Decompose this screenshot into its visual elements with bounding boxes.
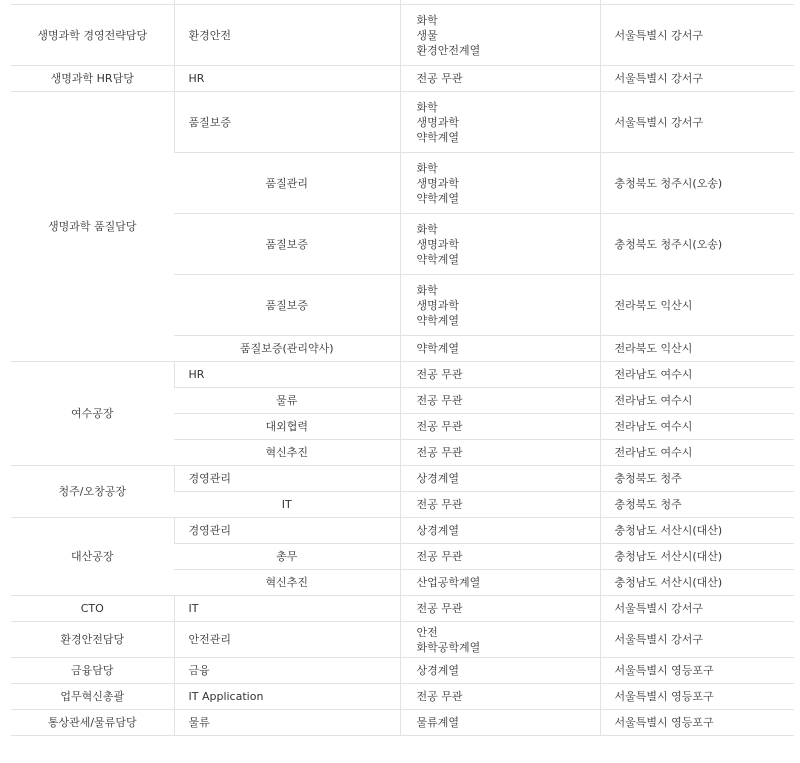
- major-line: 화학: [416, 13, 438, 27]
- major-line: 화학: [416, 222, 438, 236]
- major-line: 전공 무관: [416, 420, 463, 433]
- location-cell: 전라남도 여수시: [600, 362, 794, 388]
- location-cell: 서울특별시 강서구: [600, 622, 794, 658]
- job-cell: 품질관리: [174, 153, 400, 214]
- table-row: [11, 518, 794, 544]
- recruitment-table: [11, 4, 794, 736]
- major-line: 화학: [416, 161, 438, 175]
- major-line: 화학: [416, 100, 438, 114]
- location-cell: 서울특별시 강서구: [600, 596, 794, 622]
- table-row: [11, 622, 794, 658]
- location-cell: 서울특별시 강서구: [600, 92, 794, 153]
- job-cell: 환경안전: [174, 5, 400, 66]
- job-cell: 총무: [174, 544, 400, 570]
- table-row: [11, 596, 794, 622]
- location-cell: 충청남도 서산시(대산): [600, 518, 794, 544]
- job-cell: 혁신추진: [174, 570, 400, 596]
- major-cell: [400, 684, 600, 710]
- location-cell: 충청북도 청주: [600, 492, 794, 518]
- major-line: 생명과학: [416, 237, 460, 251]
- job-cell: 혁신추진: [174, 440, 400, 466]
- major-line: 상경계열: [416, 524, 460, 537]
- major-cell: [400, 440, 600, 466]
- location-cell: 서울특별시 영등포구: [600, 658, 794, 684]
- major-cell: [400, 466, 600, 492]
- major-cell: [400, 153, 600, 214]
- location-cell: 서울특별시 영등포구: [600, 684, 794, 710]
- table-row: [11, 466, 794, 492]
- major-line: 생명과학: [416, 298, 460, 312]
- major-cell: [400, 518, 600, 544]
- dept-cell: 생명과학 경영전략담당: [11, 5, 174, 66]
- location-cell: 충청남도 서산시(대산): [600, 544, 794, 570]
- major-line: 전공 무관: [416, 394, 463, 407]
- major-line: 약학계열: [416, 252, 460, 266]
- major-line: 약학계열: [416, 191, 460, 205]
- major-line: 산업공학계열: [416, 576, 481, 589]
- major-line: 전공 무관: [416, 690, 463, 703]
- major-cell: [400, 66, 600, 92]
- major-line: 전공 무관: [416, 550, 463, 563]
- major-line: 생명과학: [416, 115, 460, 129]
- recruitment-table-body: [11, 5, 794, 736]
- location-cell: 전라북도 익산시: [600, 336, 794, 362]
- dept-cell: 청주/오창공장: [11, 466, 174, 518]
- job-cell: 경영관리: [174, 466, 400, 492]
- job-cell: HR: [174, 362, 400, 388]
- major-line: 생물: [416, 28, 438, 42]
- major-cell: [400, 658, 600, 684]
- location-cell: 전라북도 익산시: [600, 275, 794, 336]
- major-cell: [400, 596, 600, 622]
- major-cell: [400, 492, 600, 518]
- major-line: 전공 무관: [416, 446, 463, 459]
- location-cell: 전라남도 여수시: [600, 388, 794, 414]
- major-line: 화학: [416, 283, 438, 297]
- job-cell: 품질보증: [174, 275, 400, 336]
- location-cell: 충청북도 청주시(오송): [600, 153, 794, 214]
- job-cell: 안전관리: [174, 622, 400, 658]
- job-cell: 품질보증(관리약사): [174, 336, 400, 362]
- dept-cell: 금융담당: [11, 658, 174, 684]
- dept-cell: 생명과학 품질담당: [11, 92, 174, 362]
- dept-cell: 대산공장: [11, 518, 174, 596]
- major-line: 환경안전계열: [416, 43, 481, 57]
- job-cell: 품질보증: [174, 92, 400, 153]
- job-cell: IT: [174, 596, 400, 622]
- location-cell: 서울특별시 강서구: [600, 5, 794, 66]
- major-cell: [400, 214, 600, 275]
- major-line: 전공 무관: [416, 602, 463, 615]
- table-row: [11, 684, 794, 710]
- job-cell: 금융: [174, 658, 400, 684]
- dept-cell: 업무혁신총괄: [11, 684, 174, 710]
- table-row: [11, 66, 794, 92]
- major-line: 상경계열: [416, 664, 460, 677]
- dept-cell: 환경안전담당: [11, 622, 174, 658]
- major-line: 전공 무관: [416, 498, 463, 511]
- major-cell: [400, 388, 600, 414]
- major-cell: [400, 622, 600, 658]
- major-line: 화학공학계열: [416, 640, 481, 654]
- major-cell: [400, 275, 600, 336]
- job-cell: IT: [174, 492, 400, 518]
- major-line: 약학계열: [416, 130, 460, 144]
- major-cell: [400, 362, 600, 388]
- job-cell: 품질보증: [174, 214, 400, 275]
- major-line: 상경계열: [416, 472, 460, 485]
- table-row: [11, 710, 794, 736]
- major-line: 전공 무관: [416, 368, 463, 381]
- major-cell: [400, 570, 600, 596]
- job-cell: HR: [174, 66, 400, 92]
- major-line: 전공 무관: [416, 72, 463, 85]
- table-row: [11, 92, 794, 153]
- major-line: 약학계열: [416, 342, 460, 355]
- major-line: 약학계열: [416, 313, 460, 327]
- major-cell: [400, 92, 600, 153]
- major-line: 생명과학: [416, 176, 460, 190]
- job-cell: IT Application: [174, 684, 400, 710]
- major-line: 물류계열: [416, 716, 460, 729]
- job-cell: 경영관리: [174, 518, 400, 544]
- major-cell: [400, 544, 600, 570]
- dept-cell: 생명과학 HR담당: [11, 66, 174, 92]
- location-cell: 충청북도 청주시(오송): [600, 214, 794, 275]
- major-line: 안전: [416, 625, 438, 639]
- major-cell: [400, 710, 600, 736]
- job-cell: 물류: [174, 388, 400, 414]
- dept-cell: 여수공장: [11, 362, 174, 466]
- table-row: [11, 658, 794, 684]
- job-cell: 대외협력: [174, 414, 400, 440]
- location-cell: 전라남도 여수시: [600, 414, 794, 440]
- dept-cell: 통상관세/물류담당: [11, 710, 174, 736]
- dept-cell: CTO: [11, 596, 174, 622]
- location-cell: 전라남도 여수시: [600, 440, 794, 466]
- major-cell: [400, 5, 600, 66]
- table-row: [11, 5, 794, 66]
- major-cell: [400, 414, 600, 440]
- location-cell: 서울특별시 강서구: [600, 66, 794, 92]
- location-cell: 서울특별시 영등포구: [600, 710, 794, 736]
- job-cell: 물류: [174, 710, 400, 736]
- table-row: [11, 362, 794, 388]
- location-cell: 충청남도 서산시(대산): [600, 570, 794, 596]
- major-cell: [400, 336, 600, 362]
- location-cell: 충청북도 청주: [600, 466, 794, 492]
